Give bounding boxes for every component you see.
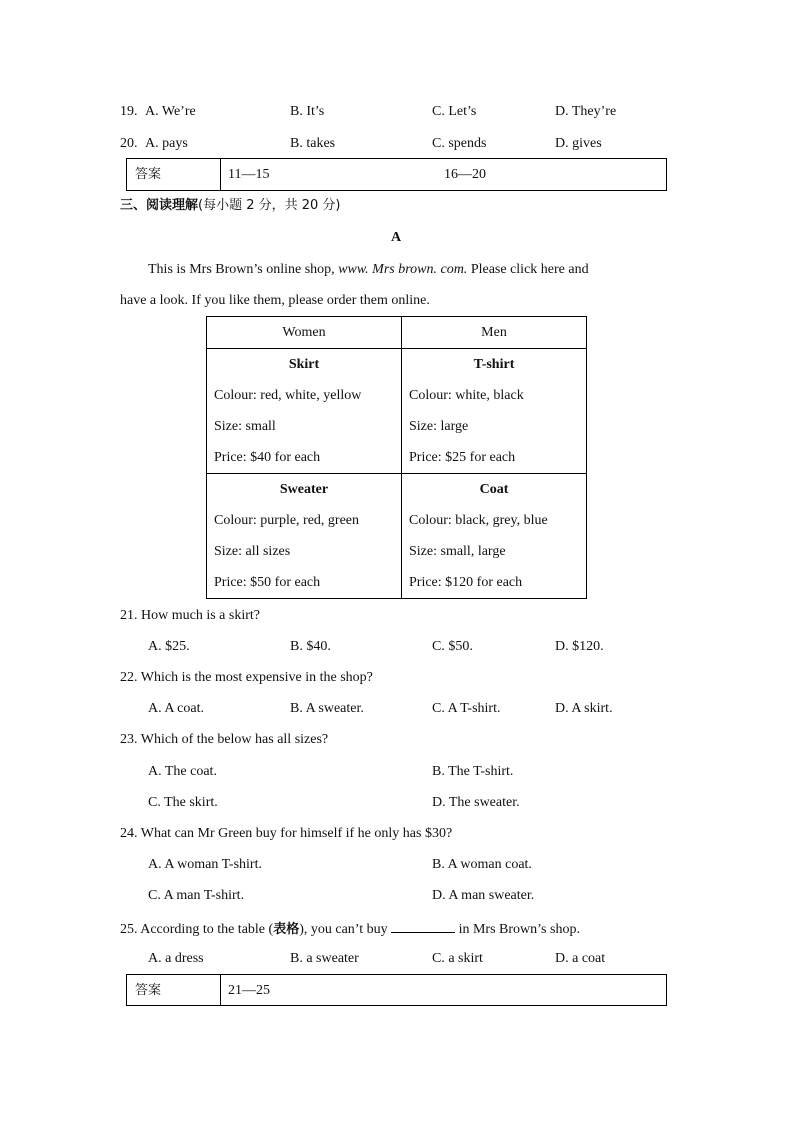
q25-stem-cjk: 表格: [273, 922, 300, 937]
q22-option-a: A. A coat.: [148, 701, 204, 716]
q24-option-b: B. A woman coat.: [432, 857, 532, 872]
q23-option-b: B. The T-shirt.: [432, 764, 514, 779]
table-row: [207, 349, 587, 474]
q23-option-c: C. The skirt.: [148, 795, 218, 810]
section-title: 三、阅读理解: [120, 198, 199, 213]
passage-line-1: [148, 261, 675, 279]
section-heading: [120, 197, 341, 215]
product-size: Size: all sizes: [214, 544, 291, 559]
product-size: Size: small: [214, 419, 276, 434]
product-cell-skirt: [207, 349, 402, 474]
q19-option-c: C. Let’s: [432, 104, 477, 119]
q22-option-c: C. A T-shirt.: [432, 701, 501, 716]
product-name: Skirt: [288, 357, 320, 372]
answer-range-16-20: 16—20: [444, 167, 486, 182]
q24-option-a: A. A woman T-shirt.: [148, 857, 262, 872]
passage-intro: This is Mrs Brown’s online shop,: [148, 262, 339, 277]
q23-option-d: D. The sweater.: [432, 795, 520, 810]
product-size: Size: large: [409, 419, 469, 434]
q25-stem-start: 25. According to the table (: [120, 922, 274, 937]
q20-option-b: B. takes: [290, 136, 336, 151]
q22-option-b: B. A sweater.: [290, 701, 364, 716]
q20-option-c: C. spends: [432, 136, 487, 151]
product-price: Price: $25 for each: [409, 450, 516, 465]
answer-box-label: 答案: [135, 167, 162, 182]
q25-stem-end: in Mrs Brown’s shop.: [455, 922, 580, 937]
q25-blank: [391, 919, 455, 933]
q25-stem-middle: ), you can’t buy: [299, 922, 392, 937]
product-cell-coat: [402, 474, 587, 599]
product-cell-tshirt: [402, 349, 587, 474]
q21-option-c: C. $50.: [432, 639, 473, 654]
q24-option-c: C. A man T-shirt.: [148, 888, 245, 903]
q25-option-c: C. a skirt: [432, 951, 483, 966]
q20-option-d: D. gives: [555, 136, 602, 151]
q25-option-a: A. a dress: [148, 951, 204, 966]
product-cell-sweater: [207, 474, 402, 599]
answer-box-label: 答案: [135, 983, 162, 998]
q21-option-a: A. $25.: [148, 639, 190, 654]
shop-url: www. Mrs brown. com.: [338, 262, 468, 277]
product-name: T-shirt: [473, 357, 515, 372]
q19-option-b: B. It’s: [290, 104, 325, 119]
q21-option-b: B. $40.: [290, 639, 331, 654]
header-men: Men: [402, 317, 587, 349]
q22-stem: 22. Which is the most expensive in the shop?: [120, 670, 373, 685]
table-header-row: [207, 317, 587, 349]
q25-option-d: D. a coat: [555, 951, 606, 966]
product-price: Price: $50 for each: [214, 575, 321, 590]
answer-box-divider: [220, 159, 221, 190]
product-colour: Colour: red, white, yellow: [214, 388, 362, 403]
passage-line-2: have a look. If you like them, please order them online.: [120, 293, 430, 308]
q19-number: 19.: [120, 104, 138, 119]
product-name: Sweater: [279, 482, 329, 497]
q19-option-a: A. We’re: [145, 104, 196, 119]
q25-option-b: B. a sweater: [290, 951, 359, 966]
q21-stem: 21. How much is a skirt?: [120, 608, 260, 623]
header-women: Women: [207, 317, 402, 349]
q25-stem: [120, 919, 580, 939]
product-colour: Colour: purple, red, green: [214, 513, 360, 528]
passage-letter: A: [391, 230, 402, 245]
q24-option-d: D. A man sweater.: [432, 888, 535, 903]
q21-option-d: D. $120.: [555, 639, 604, 654]
answer-range-21-25: 21—25: [228, 983, 270, 998]
passage-intro-end: Please click here and: [467, 262, 589, 277]
product-price: Price: $40 for each: [214, 450, 321, 465]
answer-box-2: [126, 974, 667, 1006]
answer-range-11-15: 11—15: [228, 167, 270, 182]
answer-box-divider: [220, 975, 221, 1005]
q19-option-d: D. They’re: [555, 104, 617, 119]
section-points: (每小题 2 分，共 20 分): [198, 198, 341, 213]
table-row: [207, 474, 587, 599]
q20-option-a: A. pays: [145, 136, 188, 151]
product-price: Price: $120 for each: [409, 575, 523, 590]
product-name: Coat: [479, 482, 509, 497]
product-size: Size: small, large: [409, 544, 506, 559]
shop-table: [206, 316, 587, 599]
q22-option-d: D. A skirt.: [555, 701, 613, 716]
q23-option-a: A. The coat.: [148, 764, 217, 779]
q20-number: 20.: [120, 136, 138, 151]
q24-stem: 24. What can Mr Green buy for himself if he only has $30?: [120, 826, 453, 841]
product-colour: Colour: white, black: [409, 388, 524, 403]
product-colour: Colour: black, grey, blue: [409, 513, 548, 528]
q23-stem: 23. Which of the below has all sizes?: [120, 732, 329, 747]
answer-box-1: [126, 158, 667, 191]
